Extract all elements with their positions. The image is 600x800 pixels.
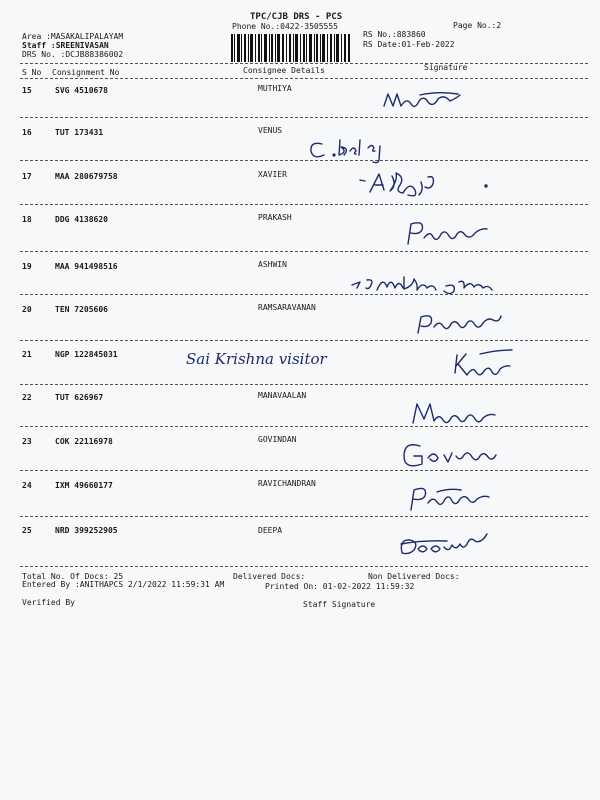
signature-20 bbox=[418, 316, 501, 333]
row-consignment: DDG 4138620 bbox=[55, 215, 108, 224]
staff-label: Staff :SREENIVASAN bbox=[22, 41, 109, 50]
signature-25 bbox=[401, 534, 487, 554]
row-consignment: MAA 941498516 bbox=[55, 262, 118, 271]
row-consignee: DEEPA bbox=[258, 526, 283, 535]
row-consignment: COK 22116978 bbox=[55, 437, 113, 446]
col-sno: S No bbox=[22, 68, 42, 77]
row-consignee: XAVIER bbox=[258, 170, 287, 179]
phone-number: Phone No.:0422-3505555 bbox=[232, 22, 338, 31]
rs-number: RS No.:883860 bbox=[363, 30, 426, 39]
signature-18 bbox=[408, 223, 487, 244]
col-consignment: Consignment No bbox=[52, 68, 120, 77]
area-label: Area :MASAKALIPALAYAM bbox=[22, 32, 124, 41]
signature-22 bbox=[413, 404, 495, 423]
row-consignment: NRD 399252905 bbox=[55, 526, 118, 535]
total-docs: Total No. Of Docs: 25 bbox=[22, 572, 124, 581]
row-sno: 18 bbox=[22, 215, 32, 224]
row-consignment: IXM 49660177 bbox=[55, 481, 113, 490]
row-consignment: TEN 7205606 bbox=[55, 305, 108, 314]
row-sno: 20 bbox=[22, 305, 32, 314]
row-sno: 16 bbox=[22, 128, 32, 137]
signature-21 bbox=[455, 350, 512, 375]
row-consignee: MUTHIYA bbox=[258, 84, 292, 93]
row-consignee: RAMSARAVANAN bbox=[258, 303, 316, 312]
row-sno: 15 bbox=[22, 86, 32, 95]
delivered-docs: Delivered Docs: bbox=[233, 572, 306, 581]
rs-date: RS Date:01-Feb-2022 bbox=[363, 40, 455, 49]
drs-number: DRS No. :DCJB88386002 bbox=[22, 50, 124, 59]
row-sno: 19 bbox=[22, 262, 32, 271]
row-consignment: TUT 173431 bbox=[55, 128, 104, 137]
row-consignee: GOVINDAN bbox=[258, 435, 297, 444]
document-title: TPC/CJB DRS - PCS bbox=[250, 12, 343, 22]
row-sno: 22 bbox=[22, 393, 32, 402]
row-consignee: VENUS bbox=[258, 126, 283, 135]
row-consignee: MANAVAALAN bbox=[258, 391, 307, 400]
row-consignee: RAVICHANDRAN bbox=[258, 479, 316, 488]
signature-17 bbox=[360, 173, 433, 196]
row-consignment: NGP 122845031 bbox=[55, 350, 118, 359]
staff-signature-label: Staff Signature bbox=[303, 600, 376, 609]
verified-by: Verified By bbox=[22, 598, 75, 607]
row-sno: 17 bbox=[22, 172, 32, 181]
row-sno: 24 bbox=[22, 481, 32, 490]
row-consignee: ASHWIN bbox=[258, 260, 287, 269]
handwritten-consignee-note: Sai Krishna visitor bbox=[186, 350, 327, 368]
col-signature: Signature bbox=[424, 63, 468, 72]
signature-16 bbox=[311, 143, 324, 156]
row-consignment: MAA 280679758 bbox=[55, 172, 118, 181]
signature-24 bbox=[411, 488, 489, 510]
page-number: Page No.:2 bbox=[453, 21, 502, 30]
printed-on: Printed On: 01-02-2022 11:59:32 bbox=[265, 582, 415, 591]
row-sno: 23 bbox=[22, 437, 32, 446]
entered-by: Entered By :ANITHAPCS 2/1/2022 11:59:31 AM bbox=[22, 580, 225, 589]
row-consignee: PRAKASH bbox=[258, 213, 292, 222]
col-consignee: Consignee Details bbox=[243, 66, 325, 75]
row-sno: 21 bbox=[22, 350, 32, 359]
signature-19 bbox=[352, 277, 492, 294]
row-consignment: TUT 626967 bbox=[55, 393, 104, 402]
row-consignment: SVG 4510678 bbox=[55, 86, 108, 95]
signature-23 bbox=[404, 445, 496, 466]
non-delivered-docs: Non Delivered Docs: bbox=[368, 572, 460, 581]
signature-15 bbox=[384, 94, 460, 106]
row-sno: 25 bbox=[22, 526, 32, 535]
